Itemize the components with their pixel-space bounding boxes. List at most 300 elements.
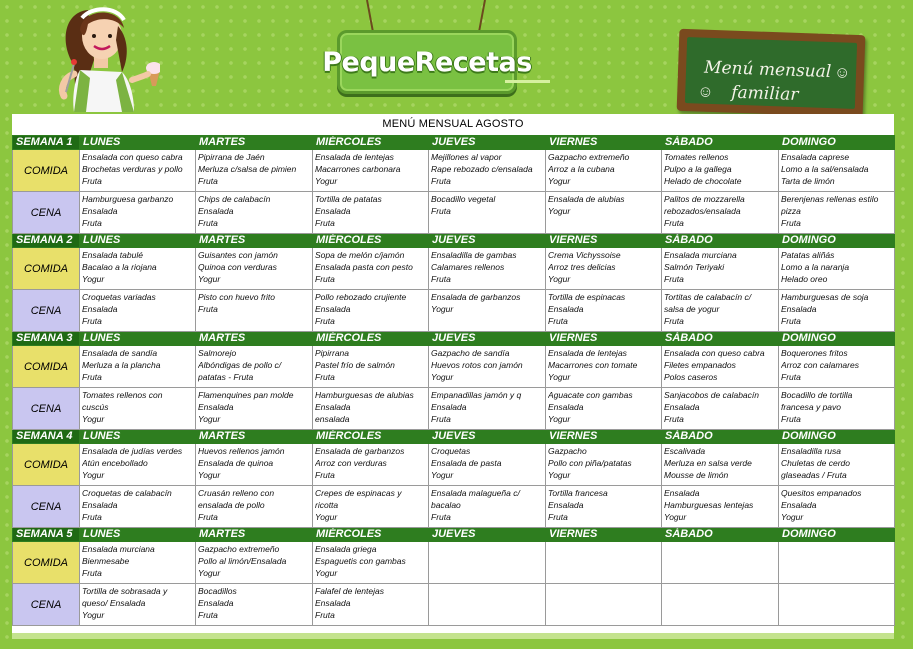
board-title-line2: familiar (730, 82, 799, 105)
dish-line: Fruta (664, 316, 684, 326)
dish-line: Fruta (82, 372, 102, 382)
cena-cell-domingo (779, 290, 895, 332)
comida-cell-sabado (662, 248, 779, 290)
comida-cell-jueves (429, 248, 546, 290)
dish-line: Ensalada (781, 304, 817, 314)
comida-cell-sabado (662, 150, 779, 192)
dish-line: Fruta (198, 512, 218, 522)
page-header (0, 0, 913, 112)
dish-line: Ensalada de lentejas (548, 348, 627, 358)
cena-cell-viernes (546, 290, 662, 332)
dish-line: ensalada de pollo (198, 500, 265, 510)
dish-line: Crepes de espinacas y (315, 488, 402, 498)
dish-line: Yogur (548, 414, 571, 424)
dish-line: Fruta (431, 512, 451, 522)
dish-line: Yogur (198, 414, 221, 424)
dish-line: glaseadas / Fruta (781, 470, 847, 480)
week-header-row (13, 528, 895, 542)
dish-line: Tortilla de espinacas (548, 292, 626, 302)
dish-line: Mousse de limón (664, 470, 729, 480)
dish-line: Ensalada (781, 500, 817, 510)
dish-line: Filetes empanados (664, 360, 736, 370)
dish-line: Yogur (548, 372, 571, 382)
dish-line: Lomo a la naranja (781, 262, 850, 272)
cena-label: CENA (13, 486, 80, 528)
dish-line: Fruta (82, 176, 102, 186)
dish-line: Pollo con piña/patatas (548, 458, 632, 468)
day-header-sabado: SÁBADO (662, 528, 779, 542)
day-header-viernes: VIERNES (546, 136, 662, 150)
cena-cell-martes (196, 388, 313, 430)
dish-line: Yogur (431, 470, 454, 480)
cena-cell-miercoles (313, 584, 429, 626)
dish-line: Ensalada malagueña c/ (431, 488, 520, 498)
dish-line: Hamburguesa garbanzo (82, 194, 174, 204)
dish-line: Yogur (548, 176, 571, 186)
dish-line: Ensalada (548, 500, 584, 510)
dish-line: Bocadillo vegetal (431, 194, 496, 204)
dish-line: Mejillones al vapor (431, 152, 502, 162)
dish-line: Atún encebollado (82, 458, 148, 468)
dish-line: Gazpacho extremeño (198, 544, 280, 554)
dish-line: bacalao (431, 500, 461, 510)
comida-cell-sabado (662, 444, 779, 486)
comida-cell-martes (196, 444, 313, 486)
dish-line: Chips de calabacín (198, 194, 271, 204)
dish-line: Yogur (548, 206, 571, 216)
dish-line: Sanjacobos de calabacín (664, 390, 759, 400)
day-header-jueves: JUEVES (429, 332, 546, 346)
comida-row (13, 444, 895, 486)
dish-line: Huevos rotos con jamón (431, 360, 523, 370)
dish-line: Hamburguesas de soja (781, 292, 869, 302)
chalkboard-sign (677, 29, 866, 117)
day-header-lunes: LUNES (80, 234, 196, 248)
cena-cell-martes (196, 192, 313, 234)
week-header-row (13, 430, 895, 444)
dish-line: Fruta (781, 372, 801, 382)
dish-line: Patatas aliñás (781, 250, 835, 260)
dish-line: Ensalada (82, 500, 118, 510)
brand-underline (505, 80, 550, 83)
dish-line: Fruta (315, 274, 335, 284)
comida-cell-jueves (429, 150, 546, 192)
cena-cell-miercoles (313, 290, 429, 332)
cena-cell-viernes (546, 486, 662, 528)
dish-line: Tortilla francesa (548, 488, 608, 498)
week-header-row (13, 234, 895, 248)
dish-line: Fruta (198, 176, 218, 186)
comida-row (13, 346, 895, 388)
dish-line: Gazpacho (548, 446, 587, 456)
comida-cell-viernes (546, 248, 662, 290)
dish-line: Tortilla de patatas (315, 194, 382, 204)
dish-line: Hamburguesas de alubias (315, 390, 414, 400)
comida-cell-miercoles (313, 150, 429, 192)
week-label: SEMANA 1 (13, 136, 80, 150)
day-header-miercoles: MIÉRCOLES (313, 528, 429, 542)
dish-line: Merluza a la plancha (82, 360, 161, 370)
day-header-jueves: JUEVES (429, 430, 546, 444)
dish-line: Pipirrana (315, 348, 350, 358)
dish-line: Ensalada de alubias (548, 194, 625, 204)
day-header-sabado: SÁBADO (662, 332, 779, 346)
dish-line: francesa y pavo (781, 402, 842, 412)
comida-cell-jueves (429, 346, 546, 388)
dish-line: Calamares rellenos (431, 262, 505, 272)
dish-line: Helado oreo (781, 274, 828, 284)
comida-cell-lunes (80, 150, 196, 192)
dish-line: Fruta (82, 316, 102, 326)
dish-line: Ensalada con queso cabra (82, 152, 183, 162)
cena-cell-miercoles (313, 192, 429, 234)
cena-cell-sabado (662, 388, 779, 430)
dish-line: Fruta (664, 274, 684, 284)
dish-line: Yogur (82, 414, 105, 424)
cena-cell-viernes (546, 192, 662, 234)
week-header-row (13, 332, 895, 346)
cena-cell-domingo (779, 486, 895, 528)
brand-logo (322, 30, 532, 94)
dish-line: Merluza en salsa verde (664, 458, 752, 468)
chef-girl-illustration-icon (30, 0, 160, 112)
day-header-lunes: LUNES (80, 528, 196, 542)
day-header-sabado: SÁBADO (662, 136, 779, 150)
dish-line: rebozados/ensalada (664, 206, 741, 216)
dish-line: Cruasán relleno con (198, 488, 275, 498)
week-label: SEMANA 5 (13, 528, 80, 542)
day-header-jueves: JUEVES (429, 528, 546, 542)
day-header-martes: MARTES (196, 234, 313, 248)
dish-line: Fruta (82, 512, 102, 522)
dish-line: Yogur (548, 470, 571, 480)
dish-line: Salmorejo (198, 348, 237, 358)
dish-line: Empanadillas jamón y q (431, 390, 522, 400)
dish-line: Yogur (431, 304, 454, 314)
comida-cell-lunes (80, 346, 196, 388)
dish-line: Rape rebozado c/ensalada (431, 164, 533, 174)
cena-cell-viernes (546, 388, 662, 430)
dish-line: Quesitos empanados (781, 488, 862, 498)
cena-row (13, 486, 895, 528)
dish-line: Flamenquines pan molde (198, 390, 294, 400)
cena-cell-lunes (80, 486, 196, 528)
comida-cell-miercoles (313, 248, 429, 290)
dish-line: Bienmesabe (82, 556, 130, 566)
comida-label: COMIDA (13, 346, 80, 388)
sign-strings-icon (345, 0, 510, 32)
cena-cell-viernes (546, 584, 662, 626)
dish-line: Ensalada de garbanzos (315, 446, 405, 456)
dish-line: Merluza c/salsa de pimien (198, 164, 297, 174)
dish-line: Fruta (198, 304, 218, 314)
dish-line: Aguacate con gambas (548, 390, 633, 400)
comida-row (13, 248, 895, 290)
dish-line: Bocadillo de tortilla (781, 390, 853, 400)
cena-cell-martes (196, 290, 313, 332)
dish-line: salsa de yogur (664, 304, 720, 314)
dish-line: Fruta (82, 218, 102, 228)
dish-line: Yogur (315, 568, 338, 578)
bottom-strip (12, 633, 894, 639)
comida-cell-viernes (546, 542, 662, 584)
dish-line: Guisantes con jamón (198, 250, 278, 260)
cena-cell-miercoles (313, 486, 429, 528)
dish-line: Quinoa con verduras (198, 262, 277, 272)
day-header-lunes: LUNES (80, 136, 196, 150)
dish-line: Fruta (548, 512, 568, 522)
dish-line: Brochetas verduras y pollo (82, 164, 183, 174)
comida-cell-viernes (546, 346, 662, 388)
comida-cell-jueves (429, 542, 546, 584)
dish-line: Fruta (315, 470, 335, 480)
week-label: SEMANA 3 (13, 332, 80, 346)
dish-line: Polos caseros (664, 372, 718, 382)
dish-line: Albóndigas de pollo c/ (198, 360, 282, 370)
dish-line: Ensalada (198, 402, 234, 412)
dish-line: Ensalada con queso cabra (664, 348, 765, 358)
day-header-martes: MARTES (196, 332, 313, 346)
cena-cell-sabado (662, 486, 779, 528)
dish-line: ensalada (315, 414, 350, 424)
dish-line: Hamburguesas lentejas (664, 500, 754, 510)
dish-line: Ensalada (315, 598, 351, 608)
dish-line: Pollo rebozado crujiente (315, 292, 407, 302)
cena-cell-miercoles (313, 388, 429, 430)
day-header-jueves: JUEVES (429, 136, 546, 150)
dish-line: Ensalada murciana (82, 544, 155, 554)
dish-line: Fruta (315, 372, 335, 382)
dish-line: patatas - Fruta (198, 372, 254, 382)
dish-line: Ensalada caprese (781, 152, 850, 162)
comida-cell-lunes (80, 248, 196, 290)
dish-line: Arroz con calamares (781, 360, 859, 370)
dish-line: Ensalada de lentejas (315, 152, 394, 162)
dish-line: Ensalada de pasta (431, 458, 502, 468)
cena-cell-domingo (779, 584, 895, 626)
dish-line: Escalivada (664, 446, 706, 456)
comida-label: COMIDA (13, 444, 80, 486)
comida-cell-viernes (546, 444, 662, 486)
cena-label: CENA (13, 584, 80, 626)
dish-line: Fruta (781, 414, 801, 424)
dish-line: Boquerones fritos (781, 348, 848, 358)
day-header-martes: MARTES (196, 136, 313, 150)
dish-line: Pisto con huevo frito (198, 292, 276, 302)
day-header-domingo: DOMINGO (779, 332, 895, 346)
dish-line: Fruta (315, 218, 335, 228)
dish-line: Ensalada (664, 402, 700, 412)
dish-line: Yogur (198, 274, 221, 284)
day-header-viernes: VIERNES (546, 430, 662, 444)
cena-cell-sabado (662, 290, 779, 332)
dish-line: Yogur (82, 274, 105, 284)
chalkboard-surface (685, 37, 857, 109)
dish-line: Lomo a la sal/ensalada (781, 164, 869, 174)
dish-line: Croquetas de calabacín (82, 488, 172, 498)
dish-line: Croquetas (431, 446, 471, 456)
week-header-row (13, 136, 895, 150)
dish-line: Ensalada (548, 304, 584, 314)
dish-line: Ensalada (198, 206, 234, 216)
dish-line: Chuletas de cerdo (781, 458, 850, 468)
comida-cell-sabado (662, 346, 779, 388)
cena-cell-lunes (80, 388, 196, 430)
comida-cell-domingo (779, 150, 895, 192)
dish-line: Fruta (198, 610, 218, 620)
cena-row (13, 388, 895, 430)
day-header-miercoles: MIÉRCOLES (313, 430, 429, 444)
comida-cell-jueves (429, 444, 546, 486)
dish-line: Fruta (548, 316, 568, 326)
cena-cell-jueves (429, 584, 546, 626)
menu-title: MENÚ MENSUAL AGOSTO (382, 118, 524, 130)
chalk-kid-icon: ☺ (833, 64, 851, 82)
dish-line: Tortitas de calabacín c/ (664, 292, 752, 302)
dish-line: Yogur (664, 512, 687, 522)
dish-line: Yogur (548, 274, 571, 284)
day-header-jueves: JUEVES (429, 234, 546, 248)
dish-line: Yogur (198, 470, 221, 480)
chalk-kid-icon: ☺ (696, 83, 714, 102)
dish-line: Yogur (315, 512, 338, 522)
comida-cell-sabado (662, 542, 779, 584)
dish-line: Ensalada (315, 304, 351, 314)
dish-line: queso/ Ensalada (82, 598, 146, 608)
cena-cell-jueves (429, 388, 546, 430)
day-header-martes: MARTES (196, 430, 313, 444)
cena-label: CENA (13, 388, 80, 430)
cena-cell-lunes (80, 192, 196, 234)
dish-line: Yogur (82, 470, 105, 480)
day-header-miercoles: MIÉRCOLES (313, 332, 429, 346)
cena-row (13, 192, 895, 234)
day-header-viernes: VIERNES (546, 528, 662, 542)
week-label: SEMANA 2 (13, 234, 80, 248)
dish-line: Tortilla de sobrasada y (82, 586, 168, 596)
day-header-viernes: VIERNES (546, 234, 662, 248)
dish-line: Ensalada (548, 402, 584, 412)
dish-line: Macarrones carbonara (315, 164, 401, 174)
dish-line: Ensalada de quinoa (198, 458, 274, 468)
comida-cell-domingo (779, 248, 895, 290)
comida-cell-martes (196, 542, 313, 584)
dish-line: Sopa de melón c/jamón (315, 250, 405, 260)
dish-line: Falafel de lentejas (315, 586, 384, 596)
day-header-domingo: DOMINGO (779, 136, 895, 150)
week-label: SEMANA 4 (13, 430, 80, 444)
dish-line: Pipirrana de Jaén (198, 152, 265, 162)
dish-line: Fruta (664, 218, 684, 228)
cena-cell-jueves (429, 192, 546, 234)
cena-cell-lunes (80, 290, 196, 332)
dish-line: Ensalada tabulé (82, 250, 143, 260)
dish-line: Fruta (315, 610, 335, 620)
dish-line: Fruta (82, 568, 102, 578)
day-header-viernes: VIERNES (546, 332, 662, 346)
comida-cell-miercoles (313, 346, 429, 388)
dish-line: Bacalao a la riojana (82, 262, 157, 272)
comida-label: COMIDA (13, 150, 80, 192)
dish-line: Ensalada (664, 488, 700, 498)
dish-line: Pastel frío de salmón (315, 360, 395, 370)
comida-label: COMIDA (13, 248, 80, 290)
board-title-line1: Menú mensual (703, 57, 832, 83)
dish-line: Fruta (198, 218, 218, 228)
dish-line: Ensaladilla rusa (781, 446, 842, 456)
comida-cell-domingo (779, 346, 895, 388)
brand-name: PequeRecetas (322, 46, 532, 78)
dish-line: Gazpacho de sandía (431, 348, 510, 358)
cena-cell-martes (196, 584, 313, 626)
dish-line: Salmón Teriyaki (664, 262, 725, 272)
dish-line: Yogur (431, 372, 454, 382)
day-header-martes: MARTES (196, 528, 313, 542)
dish-line: Crema Vichyssoise (548, 250, 621, 260)
dish-line: Espaguetis con gambas (315, 556, 406, 566)
comida-cell-martes (196, 150, 313, 192)
dish-line: Ensalada de judías verdes (82, 446, 183, 456)
dish-line: Tomates rellenos con (82, 390, 163, 400)
dish-line: Ensalada murciana (664, 250, 737, 260)
cena-label: CENA (13, 290, 80, 332)
cena-cell-jueves (429, 290, 546, 332)
day-header-domingo: DOMINGO (779, 528, 895, 542)
dish-line: Pulpo a la gallega (664, 164, 732, 174)
cena-cell-martes (196, 486, 313, 528)
dish-line: Ensalada griega (315, 544, 377, 554)
dish-line: Fruta (315, 316, 335, 326)
menu-table (12, 135, 895, 626)
dish-line: Huevos rellenos jamón (198, 446, 285, 456)
dish-line: Yogur (315, 176, 338, 186)
dish-line: Fruta (431, 206, 451, 216)
dish-line: Arroz a la cubana (548, 164, 615, 174)
dish-line: Ensalada (82, 206, 118, 216)
cena-cell-sabado (662, 584, 779, 626)
comida-cell-martes (196, 248, 313, 290)
comida-cell-martes (196, 346, 313, 388)
cena-cell-domingo (779, 192, 895, 234)
dish-line: Ensalada (431, 402, 467, 412)
dish-line: Fruta (431, 414, 451, 424)
comida-cell-lunes (80, 444, 196, 486)
day-header-lunes: LUNES (80, 430, 196, 444)
dish-line: Macarrones con tomate (548, 360, 638, 370)
dish-line: ricotta (315, 500, 339, 510)
dish-line: Ensaladilla de gambas (431, 250, 517, 260)
cena-cell-domingo (779, 388, 895, 430)
dish-line: Ensalada (198, 598, 234, 608)
dish-line: Helado de chocolate (664, 176, 742, 186)
comida-cell-miercoles (313, 542, 429, 584)
comida-row (13, 150, 895, 192)
comida-cell-lunes (80, 542, 196, 584)
cena-cell-lunes (80, 584, 196, 626)
comida-row (13, 542, 895, 584)
dish-line: Ensalada pasta con pesto (315, 262, 413, 272)
day-header-miercoles: MIÉRCOLES (313, 136, 429, 150)
dish-line: Fruta (781, 218, 801, 228)
cena-label: CENA (13, 192, 80, 234)
day-header-sabado: SÁBADO (662, 430, 779, 444)
cena-row (13, 290, 895, 332)
day-header-domingo: DOMINGO (779, 430, 895, 444)
dish-line: Yogur (82, 610, 105, 620)
dish-line: Bocadillos (198, 586, 237, 596)
dish-line: Tarta de limón (781, 176, 835, 186)
dish-line: Yogur (198, 568, 221, 578)
